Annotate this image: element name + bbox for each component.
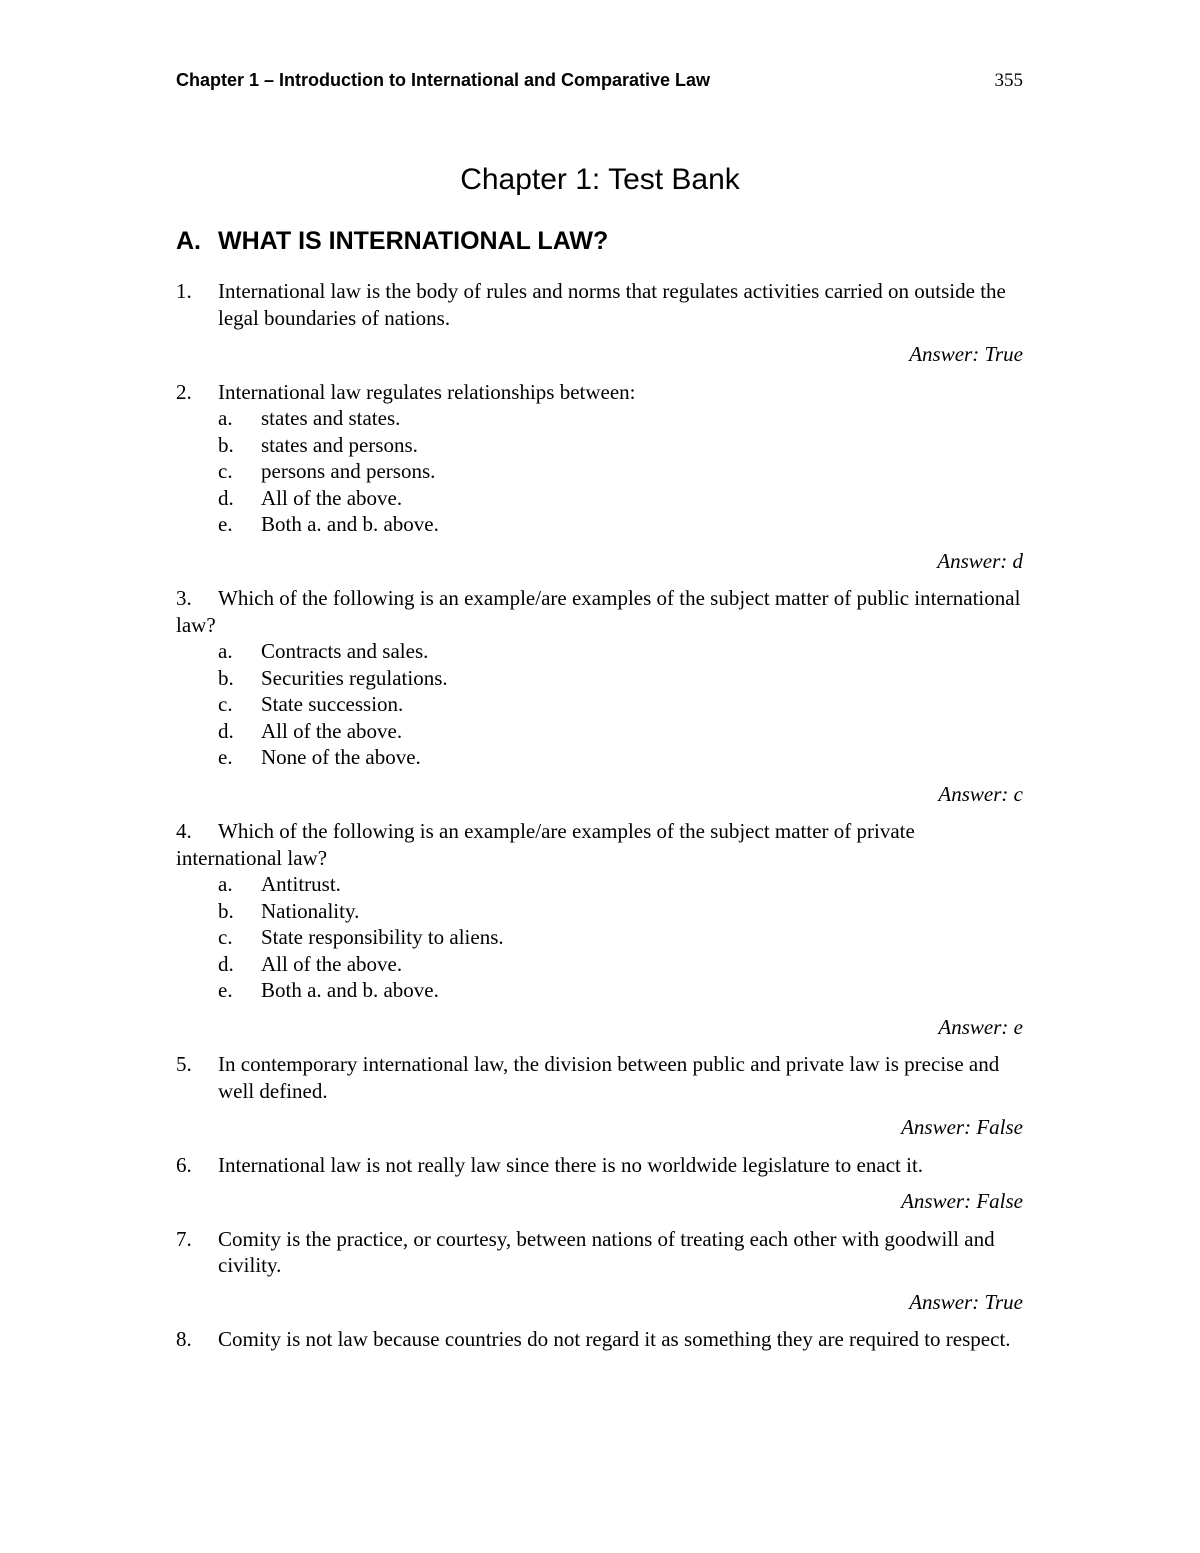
running-title: Chapter 1 – Introduction to International and Comparative Law bbox=[176, 70, 711, 90]
answer-option bbox=[176, 485, 1023, 512]
option-text: persons and persons. bbox=[261, 459, 436, 483]
option-text: State succession. bbox=[261, 692, 404, 716]
question-text: International law regulates relationships between: bbox=[218, 379, 636, 404]
answer-option bbox=[176, 977, 1023, 1004]
answer-option bbox=[176, 458, 1023, 485]
question-number: 3. bbox=[176, 586, 192, 610]
question-item bbox=[176, 379, 1023, 575]
option-text: All of the above. bbox=[261, 951, 403, 976]
question-text: In contemporary international law, the division between public and private law is precise and well defined. bbox=[218, 1052, 1000, 1103]
question-text: International law is not really law since there is no worldwide legislature to enact it. bbox=[218, 1152, 924, 1177]
question-number: 1. bbox=[176, 279, 192, 303]
option-letter: b. bbox=[218, 432, 234, 457]
question-number: 4. bbox=[176, 819, 192, 843]
answer-option bbox=[176, 898, 1023, 925]
option-text: Contracts and sales. bbox=[261, 639, 429, 663]
answer-option bbox=[176, 744, 1023, 771]
option-letter: c. bbox=[218, 692, 233, 716]
question-number: 7. bbox=[176, 1226, 192, 1251]
option-letter: b. bbox=[218, 898, 234, 923]
option-text: Both a. and b. above. bbox=[261, 512, 439, 536]
question-text: Comity is the practice, or courtesy, between nations of treating each other with goodwill and civility. bbox=[218, 1226, 995, 1277]
option-letter: c. bbox=[218, 925, 233, 949]
option-letter: a. bbox=[218, 406, 233, 430]
question-list bbox=[176, 278, 1023, 1353]
question-number: 5. bbox=[176, 1052, 192, 1076]
option-letter: a. bbox=[218, 639, 233, 663]
answer-text: Answer: d bbox=[937, 548, 1023, 573]
option-letter: d. bbox=[218, 951, 234, 976]
question-item bbox=[176, 585, 1023, 807]
question-number: 8. bbox=[176, 1327, 192, 1351]
section-heading-text: WHAT IS INTERNATIONAL LAW? bbox=[218, 227, 609, 255]
page-title: Chapter 1: Test Bank bbox=[460, 163, 740, 196]
question-item bbox=[176, 278, 1023, 368]
answer-option bbox=[176, 432, 1023, 459]
answer-text: Answer: False bbox=[901, 1115, 1023, 1139]
answer-option bbox=[176, 665, 1023, 692]
running-header bbox=[176, 70, 1023, 92]
option-letter: d. bbox=[218, 485, 234, 510]
option-text: State responsibility to aliens. bbox=[261, 925, 504, 949]
answer-text: Answer: True bbox=[909, 342, 1023, 366]
question-text: International law is the body of rules and norms that regulates activities carried on outside the legal boundaries of nations. bbox=[218, 279, 1006, 330]
answer-option bbox=[176, 405, 1023, 432]
answer-option bbox=[176, 718, 1023, 745]
answer-option bbox=[176, 638, 1023, 665]
answer-option bbox=[176, 871, 1023, 898]
option-letter: c. bbox=[218, 459, 233, 483]
answer-option bbox=[176, 511, 1023, 538]
option-text: Nationality. bbox=[261, 898, 360, 923]
option-letter: d. bbox=[218, 718, 234, 743]
option-text: Securities regulations. bbox=[261, 665, 448, 690]
answer-option bbox=[176, 951, 1023, 978]
answer-option bbox=[176, 691, 1023, 718]
option-text: states and persons. bbox=[261, 432, 418, 457]
option-text: None of the above. bbox=[261, 745, 421, 769]
option-letter: e. bbox=[218, 745, 233, 769]
section-heading bbox=[176, 227, 608, 256]
option-text: Antitrust. bbox=[261, 872, 341, 896]
option-text: states and states. bbox=[261, 406, 401, 430]
question-number: 2. bbox=[176, 379, 192, 404]
option-text: All of the above. bbox=[261, 485, 403, 510]
answer-text: Answer: True bbox=[909, 1289, 1023, 1314]
option-letter: a. bbox=[218, 872, 233, 896]
option-letter: e. bbox=[218, 978, 233, 1002]
question-text: Which of the following is an example/are examples of the subject matter of public international law? bbox=[176, 586, 1021, 637]
answer-option bbox=[176, 924, 1023, 951]
option-text: Both a. and b. above. bbox=[261, 978, 439, 1002]
page-number: 355 bbox=[994, 70, 1023, 91]
answer-text: Answer: e bbox=[938, 1014, 1023, 1039]
section-letter: A. bbox=[176, 227, 201, 255]
question-text: Which of the following is an example/are examples of the subject matter of private international law? bbox=[176, 819, 915, 870]
answer-text: Answer: c bbox=[938, 781, 1023, 806]
option-text: All of the above. bbox=[261, 718, 403, 743]
option-letter: b. bbox=[218, 665, 234, 690]
question-item bbox=[176, 1051, 1023, 1141]
answer-text: Answer: False bbox=[901, 1189, 1023, 1213]
question-item bbox=[176, 1152, 1023, 1215]
question-number: 6. bbox=[176, 1152, 192, 1177]
question-item bbox=[176, 818, 1023, 1040]
question-item bbox=[176, 1326, 1023, 1353]
option-letter: e. bbox=[218, 512, 233, 536]
question-text: Comity is not law because countries do not regard it as something they are required to respect. bbox=[218, 1327, 1011, 1351]
question-item bbox=[176, 1226, 1023, 1316]
